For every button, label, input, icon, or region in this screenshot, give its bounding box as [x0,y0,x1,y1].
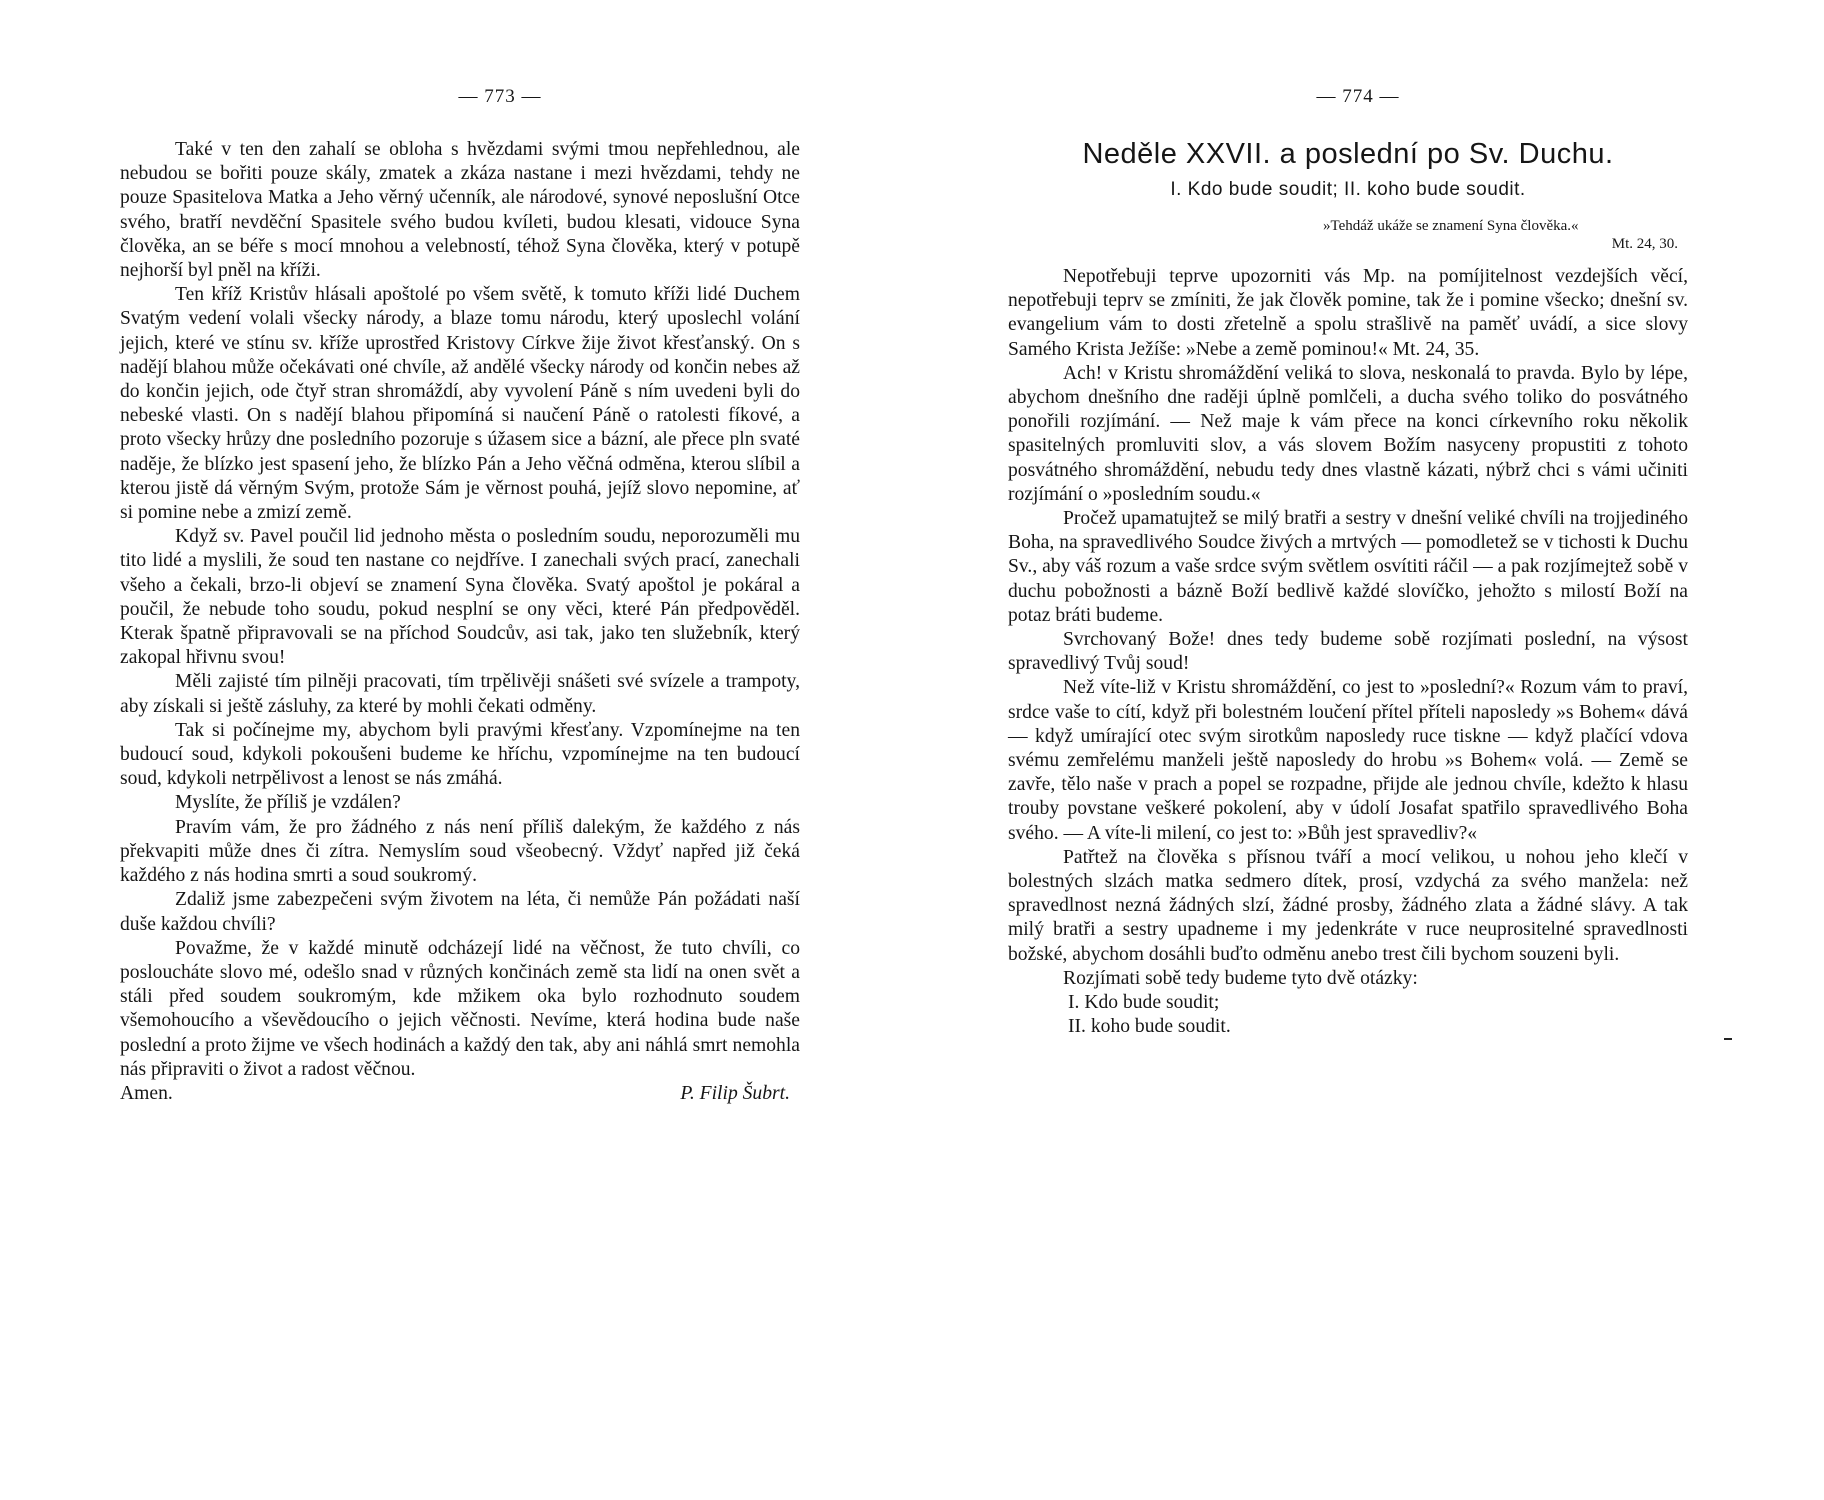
right-page [1008,0,1688,1040]
paragraph: Měli zajisté tím pilněji pracovati, tím trpělivěji snášeti své svízele a trampoty, aby získali si ještě zásluhy, za které by mohli čekati odměny. [120,671,800,717]
list-item: I. Kdo bude soudit; [1068,992,1220,1014]
paragraph: Zdaliž jsme zabezpečeni svým životem na léta, či nemůže Pán požádati naší duše každou chvíli? [120,889,800,935]
sermon-title: Neděle XXVII. a poslední po Sv. Duchu. [1082,138,1614,170]
paragraph: Nepotřebuji teprve upozorniti vás Mp. na pomíjitelnost vezdejších věcí, nepotřebuji teprv se zmíniti, že jak člověk pomine, tak že i pomine všecko; dnešní sv. evangelium vám to dosti zřetelně a spolu strašlivě na paměť uvádí, a sice slovy Samého Krista Ježíše: »Nebe a země pominou!« Mt. 24, 35. [1008,266,1688,360]
paragraph: Tak si počínejme my, abychom byli pravými křesťany. Vzpomínejme na ten budoucí soud, kdykoli pokoušeni budeme ke hříchu, vzpomínejme na ten budoucí soud, kdykoli netrpělivost a lenost se nás zmáhá. [120,719,800,790]
margin-mark [1724,1038,1732,1040]
left-page [120,0,800,1106]
paragraph: Když sv. Pavel poučil lid jednoho města o posledním soudu, neporozuměli mu tito lidé a myslili, že soud ten nastane co nejdříve. I zanechali svých prací, zanechali všeho a čekali, brzo-li objeví se znamení Syna člověka. Svatý apoštol je pokáral a poučil, že nebude toho soudu, pokud nesplní se ony věci, které Pán předpověděl. Kterak špatně připravovali se na příchod Soudcův, asi tak, jako ten služebník, který zakopal hřivnu svou! [120,526,800,669]
motto-text: »Tehdáž ukáže se znamení Syna člověka.« [1323,218,1579,234]
page-number-right: — 774 — [1316,86,1400,107]
paragraph: Ten kříž Kristův hlásali apoštolé po všem světě, k tomuto kříži lidé Duchem Svatým vedení volali všecky národy, a blaze tomu národu, který uposlechl volání jejich, které ve stínu sv. kříže uprostřed Kristovy Církve žije život křesťanský. On s nadějí blahou může očekávati oné chvíle, až andělé všecky národy od končin nebes až do končin jejich, ode čtyř stran shromáždí, aby vyvolení Páně s ním uvedeni byli do nebeské vlasti. On s nadějí blahou připomíná si naučení Páně o ratolesti fíkové, a proto všecky hrůzy dne posledního pozoruje s úžasem sice a bázní, ale přece pln svaté naděje, že blízko jest spasení jeho, že blízko Pán a Jeho věčná odměna, kterou slíbil a kterou jistě dá věrným Svým, protože Sám je věrnost pouhá, jejíž slovo nepomine, ať si pomine nebe a zmizí země. [120,284,800,524]
page-number-left: — 773 — [458,86,542,107]
paragraph: Také v ten den zahalí se obloha s hvězdami svými tmou nepřehlednou, ale nebudou se bořiti pouze skály, zmatek a zkáza nastane i mezi hvězdami, tehdy ne pouze Spasitelova Matka a Jeho věrný učenník, ale národové, synové neposlušní Otce svého, bratří nevděční Spasitele svého budou kvíleti, budou klesati, vidouce Syna člověka, an se béře s mocí mnohou a velebností, téhož Syna člověka, který v potupě nejhorší byl pněl na kříži. [120,139,800,282]
paragraph: Ach! v Kristu shromáždění veliká to slova, neskonalá to pravda. Bylo by lépe, abychom dnešního dne raději úplně pomlčeli, a ducha svého toliko do posvátného ponořili rozjímání. — Než maje k vám přece na konci církevního roku několik spasitelných promluviti slov, a vás slovem Božím nasyceny propustiti z tohoto posvátného shromáždění, nebudu tedy dnes vlastně kázati, nýbrž chci s vámi učiniti rozjímání o »posledním soudu.« [1008,362,1688,505]
closing-line [120,1082,800,1106]
paragraph: Svrchovaný Bože! dnes tedy budeme sobě rozjímati poslední, na výsost spravedlivý Tvůj soud! [1008,629,1688,675]
motto-quote [1323,217,1688,253]
list-item: II. koho bude soudit. [1068,1016,1231,1038]
paragraph: Než víte-liž v Kristu shromáždění, co jest to »poslední?« Rozum vám to praví, srdce vaše to cítí, když při bolestném loučení přítel příteli naposledy »s Bohem« dává — když umírající otec svým sirotkům naposledy ruce tiskne — když plačící vdova svému zemřelému manželi ještě naposledy do hrobu »s Bohem« volá. — Země se zavře, tělo naše v prach a popel se rozpadne, přijde ale jednou chvíle, kdežto k hlasu trouby povstane veškeré pokolení, aby v údolí Josafat spatřilo spravedlivého Boha svého. — A víte-li milení, co jest to: »Bůh jest spravedliv?« [1008,677,1688,844]
paragraph: Pravím vám, že pro žádného z nás není příliš dalekým, že každého z nás překvapiti může dnes či zítra. Nemyslím soud všeobecný. Vždyť napřed již čeká každého z nás hodina smrti a soud soukromý. [120,816,800,887]
paragraph: Myslíte, že příliš je vzdálen? [175,792,401,814]
author-signature: P. Filip Šubrt. [680,1082,790,1104]
closing-word: Amen. [120,1082,173,1104]
paragraph: Považme, že v každé minutě odcházejí lidé na věčnost, že tuto chvíli, co posloucháte slovo mé, odešlo snad v různých končinách země sta lidí na onen svět a stáli před soudem soukromým, kde mžikem oka bylo rozhodnuto soudem všemohoucího a vševědoucího o jejich věčnosti. Nevíme, která hodina bude naše poslední a proto žijme ve všech hodinách a každý den tak, aby ani náhlá smrt nemohla nás připraviti o život a radost věčnou. [120,937,800,1080]
paragraph: Rozjímati sobě tedy budeme tyto dvě otázky: [1063,967,1418,989]
paragraph: Patřtež na člověka s přísnou tváří a mocí velikou, u nohou jeho klečí v bolestných slzách matka sedmero dítek, prosí, vzdychá za svého manžela: než spravedlnost nezná žádných slzí, žádné prosby, žádného zlata a žádné slávy. A tak milý bratři a sestry upadneme i my jedenkráte v ruce neuprositelné spravedlnosti božské, abychom dosáhli buďto odměnu anebo trest čili bychom souzeni byli. [1008,846,1688,965]
motto-reference: Mt. 24, 30. [1611,236,1678,252]
paragraph: Pročež upamatujtež se milý bratři a sestry v dnešní veliké chvíli na trojjediného Boha, na spravedlivého Soudce živých a mrtvých — pomodletež se v tichosti k Duchu Sv., aby váš rozum a vaše srdce svým světlem osvítiti ráčil — a pak rozjímejtež sobě v duchu pobožnosti a bázně Boží bedlivě každé slovíčko, jehožto s milostí Boží na potaz bráti budeme. [1008,508,1688,626]
sermon-subtitle: I. Kdo bude soudit; II. koho bude soudit. [1170,179,1526,200]
